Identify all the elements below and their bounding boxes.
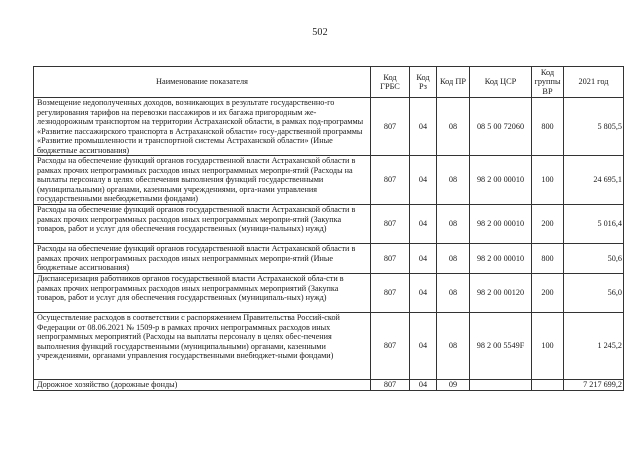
row-indicator-name: Диспансеризация работников органов государственной власти Астраханской обла-сти в рамках прочих непрограммных расходов иных непрограммных мероприятий (Закупка товаров, работ и услуг для обеспечения государственных (муниципаль-ных) нужд): [34, 274, 371, 313]
row-grbs-code: 807: [371, 313, 410, 380]
row-pr-code: 08: [437, 274, 470, 313]
row-pr-code: 08: [437, 205, 470, 244]
row-rz-code: 04: [410, 98, 437, 156]
row-grbs-code: 807: [371, 156, 410, 205]
row-csr-code: 98 2 00 00120: [470, 274, 532, 313]
page-number: 502: [312, 27, 328, 38]
row-pr-code: 09: [437, 380, 470, 391]
row-rz-code: 04: [410, 244, 437, 274]
row-amount: 7 217 699,2: [564, 380, 624, 391]
row-pr-code: 08: [437, 244, 470, 274]
table-row: [34, 380, 624, 391]
row-pr-code: 08: [437, 313, 470, 380]
row-vr-code: [532, 380, 564, 391]
row-amount: 50,6: [564, 244, 624, 274]
row-vr-code: 100: [532, 313, 564, 380]
row-csr-code: 98 2 00 5549F: [470, 313, 532, 380]
row-rz-code: 04: [410, 156, 437, 205]
row-amount: 56,0: [564, 274, 624, 313]
row-pr-code: 08: [437, 156, 470, 205]
row-grbs-code: 807: [371, 244, 410, 274]
row-indicator-name: Расходы на обеспечение функций органов государственной власти Астраханской области в рамках прочих непрограммных расходов иных непрограммных меропри-ятий (Расходы на выплаты персоналу в целях обеспечения выполнения функций государственными (муниципальными) органами, казенными учреждениями, орга-нами управления государственными внебюджетными фондами): [34, 156, 371, 205]
row-amount: 24 695,1: [564, 156, 624, 205]
header-vr-group-code: Код группы ВР: [532, 67, 564, 98]
row-indicator-name: Дорожное хозяйство (дорожные фонды): [34, 380, 371, 391]
row-vr-code: 100: [532, 156, 564, 205]
header-csr-code: Код ЦСР: [470, 67, 532, 98]
table-row: [34, 205, 624, 244]
row-grbs-code: 807: [371, 205, 410, 244]
row-rz-code: 04: [410, 274, 437, 313]
row-grbs-code: 807: [371, 274, 410, 313]
table-row: [34, 156, 624, 205]
row-indicator-name: Возмещение недополученных доходов, возникающих в результате государственно-го регулирования тарифов на перевозки пассажиров и их багажа пригородным же-лезнодорожным транспортом на территории Астраханской области, в рамках под-программы «Развитие пассажирского транспорта в Астраханской области» госу-дарственной программы «Развитие промышленности и транспортной системы Астраханской области» (Иные бюджетные ассигнования): [34, 98, 371, 156]
table-row: [34, 313, 624, 380]
row-vr-code: 800: [532, 98, 564, 156]
header-rz-code: Код Рз: [410, 67, 437, 98]
header-grbs-code: Код ГРБС: [371, 67, 410, 98]
row-vr-code: 200: [532, 205, 564, 244]
row-csr-code: 08 5 00 72060: [470, 98, 532, 156]
row-indicator-name: Осуществление расходов в соответствии с распоряжением Правительства Россий-ской Федерации от 08.06.2021 № 1509-р в рамках прочих непрограммных расходов иных непрограммных мероприятий (Расходы на выплаты персоналу в целях обес-печения выполнения функций государственными (муниципальными) органами, казенными учреждениями, органами управления государственными внебюджет-ными фондами): [34, 313, 371, 380]
header-indicator-name: Наименование показателя: [34, 67, 371, 98]
row-vr-code: 200: [532, 274, 564, 313]
table-row: [34, 98, 624, 156]
row-grbs-code: 807: [371, 98, 410, 156]
row-rz-code: 04: [410, 205, 437, 244]
table-row: [34, 244, 624, 274]
header-year-2021: 2021 год: [564, 67, 624, 98]
row-csr-code: 98 2 00 00010: [470, 156, 532, 205]
row-csr-code: 98 2 00 00010: [470, 205, 532, 244]
row-csr-code: [470, 380, 532, 391]
row-indicator-name: Расходы на обеспечение функций органов государственной власти Астраханской области в рамках прочих непрограммных расходов иных непрограммных меропри-ятий (Закупка товаров, работ и услуг для обеспечения государственных (муници-пальных) нужд): [34, 205, 371, 244]
table-row: [34, 274, 624, 313]
row-vr-code: 800: [532, 244, 564, 274]
header-pr-code: Код ПР: [437, 67, 470, 98]
row-amount: 1 245,2: [564, 313, 624, 380]
table-header-row: [34, 67, 624, 98]
row-amount: 5 805,5: [564, 98, 624, 156]
row-rz-code: 04: [410, 380, 437, 391]
row-pr-code: 08: [437, 98, 470, 156]
row-rz-code: 04: [410, 313, 437, 380]
row-amount: 5 016,4: [564, 205, 624, 244]
row-grbs-code: 807: [371, 380, 410, 391]
row-indicator-name: Расходы на обеспечение функций органов государственной власти Астраханской области в рамках прочих непрограммных расходов иных непрограммных меропри-ятий (Иные бюджетные ассигнования): [34, 244, 371, 274]
budget-table: [33, 66, 624, 391]
row-csr-code: 98 2 00 00010: [470, 244, 532, 274]
